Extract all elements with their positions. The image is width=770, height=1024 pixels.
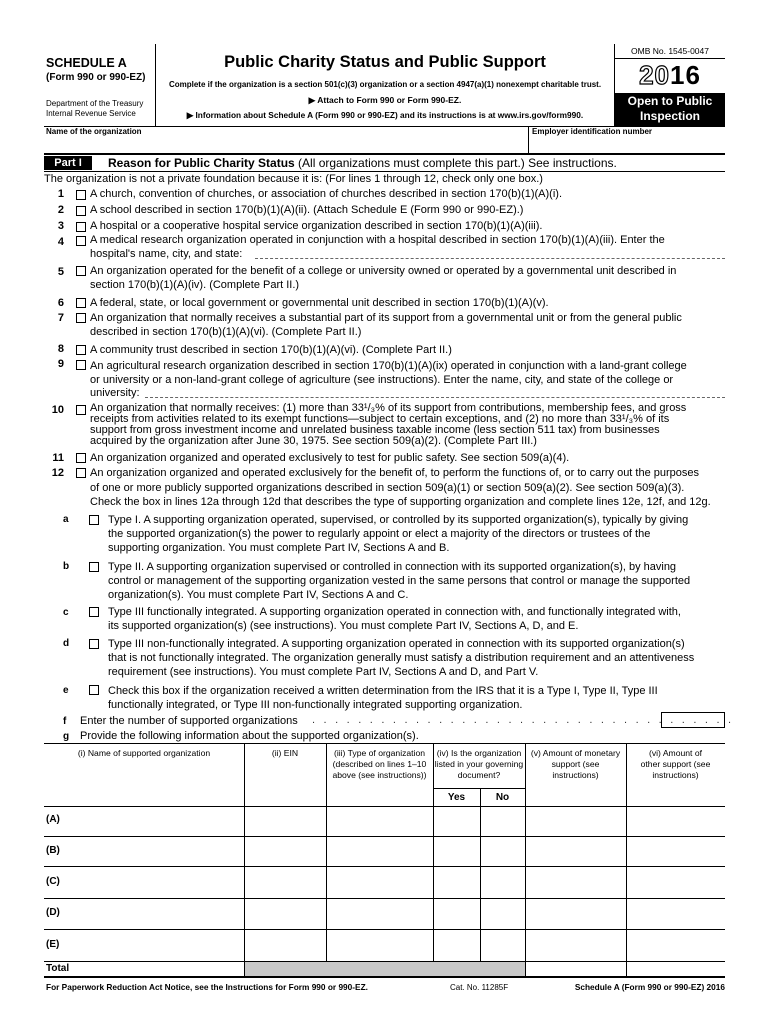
col-header-type (326, 748, 433, 781)
line-7-text: An organization that normally receives a substantial part of its support from a governmental unit or from the general public (90, 312, 682, 324)
line-10-text-2: receipts from activities related to its exempt functions—subject to certain exceptions, and (2) no more than 33¹/₃% of its (90, 413, 670, 425)
part-title-rest: (All organizations must complete this part.) See instructions. (294, 156, 617, 170)
line-number-10: 10 (51, 404, 64, 416)
line-9-text-2: or university or a non-land-grant college of agriculture (see instructions). Enter the name, city, and state of the college or (90, 374, 674, 386)
line-number-3: 3 (57, 220, 64, 232)
footer-cat-number: Cat. No. 11285F (450, 983, 509, 992)
row-rule-a (44, 836, 725, 837)
line-12-text-3: Check the box in lines 12a through 12d that describes the type of supporting organization and complete lines 12e, 12f, and 12g. (90, 496, 711, 508)
line-9-text: An agricultural research organization described in section 170(b)(1)(A)(ix) operated in conjunction with a land-grant college (90, 360, 687, 372)
table-row-label: (C) (46, 876, 60, 887)
line-number-9: 9 (57, 358, 64, 370)
line-12f-letter: f (63, 716, 67, 727)
ein-label: Employer identification number (532, 127, 653, 136)
line-12f-text: Enter the number of supported organizations (80, 715, 298, 727)
form-title: Public Charity Status and Public Support (224, 53, 546, 71)
col-header-yes: Yes (447, 792, 466, 803)
footer-form-id: Schedule A (Form 990 or 990-EZ) 2016 (574, 982, 725, 992)
ein-field[interactable] (531, 137, 723, 152)
total-label: Total (46, 963, 70, 974)
line-12e-letter: e (63, 685, 69, 696)
line-9-text-3: university: (90, 387, 140, 399)
line-3-checkbox[interactable] (76, 222, 86, 232)
col-header-ein: (ii) EIN (271, 748, 299, 758)
schedule-title: SCHEDULE A (46, 56, 127, 70)
line-12a-text-2: the supported organization(s) the power to regularly appoint or elect a majority of the directors or trustees of the (108, 528, 651, 540)
line-5-text: An organization operated for the benefit of a college or university owned or operated by a governmental unit described in (90, 265, 677, 277)
line-6-text: A federal, state, or local government or governmental unit described in section 170(b)(1)(A)(v). (90, 297, 549, 309)
line-1-checkbox[interactable] (76, 190, 86, 200)
col-header-listed-2: listed in your governing (434, 759, 524, 769)
line-12c-text: Type III functionally integrated. A supporting organization operated in connection with, and functionally integrated with, (108, 606, 681, 618)
line-1-text: A church, convention of churches, or association of churches described in section 170(b)(1)(A)(i). (90, 188, 563, 200)
line-number-5: 5 (57, 266, 64, 278)
col-header-other (626, 748, 725, 781)
line-number-8: 8 (57, 343, 64, 355)
line-5-checkbox[interactable] (76, 266, 86, 276)
line-12d-text: Type III non-functionally integrated. A supporting organization operated in connection with its supported organization(s) (108, 638, 685, 650)
line-number-7: 7 (57, 312, 64, 324)
table-row-label: (A) (46, 814, 60, 825)
instruction-line-2: ▶ Attach to Form 990 or Form 990-EZ. (308, 95, 462, 105)
omb-number: OMB No. 1545-0047 (631, 46, 709, 56)
line-2-checkbox[interactable] (76, 206, 86, 216)
tax-year (618, 59, 722, 91)
table-col-divider-yesno (480, 788, 481, 976)
line-number-12: 12 (51, 467, 64, 479)
col-header-type-3: above (see instructions)) (332, 770, 427, 780)
instruction-line-1: Complete if the organization is a section 501(c)(3) organization or a section 4947(a)(1) nonexempt charitable trust. (168, 80, 602, 89)
line-11-text: An organization organized and operated exclusively to test for public safety. See section 509(a)(4). (90, 452, 570, 464)
line-12e-text-2: functionally integrated, or Type III non-functionally integrated supporting organization. (108, 699, 523, 711)
leader-dots: ..................................... (312, 714, 740, 726)
footer-paperwork-notice: For Paperwork Reduction Act Notice, see the Instructions for Form 990 or 990-EZ. (46, 982, 368, 992)
table-bottom-rule (44, 976, 725, 978)
table-col-divider-1 (244, 743, 245, 976)
part-label: Part I (54, 157, 82, 169)
part-title (108, 156, 617, 170)
row-rule-header (44, 806, 725, 807)
line-12-text: An organization organized and operated exclusively for the benefit of, to perform the functions of, or to carry out the purposes (90, 467, 700, 479)
total-shaded-cells (245, 962, 525, 976)
department-line-1: Department of the Treasury (46, 99, 144, 108)
line-4-text: A medical research organization operated in conjunction with a hospital described in section 170(b)(1)(A)(iii). Enter the (90, 234, 665, 246)
instruction-line-3: ▶ Information about Schedule A (Form 990 or 990-EZ) and its instructions is at www.irs.gov/form990. (186, 110, 584, 120)
col-header-other-2: other support (see (640, 759, 711, 769)
part-title-bold: Reason for Public Charity Status (108, 156, 295, 170)
line-3-text: A hospital or a cooperative hospital service organization described in section 170(b)(1)(A)(iii). (90, 220, 543, 232)
col-header-name: (i) Name of supported organization (77, 748, 211, 758)
line-12e-text: Check this box if the organization received a written determination from the IRS that it is a Type I, Type II, Type III (108, 685, 658, 697)
row-rule-c (44, 898, 725, 899)
table-top-rule (44, 743, 725, 744)
yes-no-top-rule (433, 788, 525, 789)
line-12a-text: Type I. A supporting organization operated, supervised, or controlled by its supported organization(s), typically by giving (108, 514, 689, 526)
col-header-other-1: (vi) Amount of (648, 748, 702, 758)
col-header-type-1: (iii) Type of organization (333, 748, 426, 758)
table-row-label: (D) (46, 907, 60, 918)
org-name-label: Name of the organization (46, 127, 142, 136)
line-12b-checkbox[interactable] (89, 562, 99, 572)
hospital-name-field[interactable] (255, 258, 725, 259)
org-name-field[interactable] (46, 137, 526, 152)
line-12a-letter: a (63, 514, 69, 525)
line-12d-text-3: requirement (see instructions). You must complete Part IV, Sections A and D, and Part V. (108, 666, 539, 678)
line-8-checkbox[interactable] (76, 345, 86, 355)
table-row-label: (B) (46, 845, 60, 856)
col-header-monetary-1: (v) Amount of monetary (530, 748, 621, 758)
line-2-text: A school described in section 170(b)(1)(A)(ii). (Attach Schedule E (Form 990 or 990-EZ).) (90, 204, 524, 216)
col-header-listed-3: document? (457, 770, 501, 780)
line-8-text: A community trust described in section 170(b)(1)(A)(vi). (Complete Part II.) (90, 344, 452, 356)
line-12d-letter: d (63, 638, 70, 649)
line-12b-text: Type II. A supporting organization supervised or controlled in connection with its supported organization(s), by having (108, 561, 677, 573)
line-5-text-2: section 170(b)(1)(A)(iv). (Complete Part II.) (90, 279, 300, 291)
line-12c-letter: c (63, 607, 69, 618)
col-header-other-3: instructions) (652, 770, 699, 780)
part-top-rule (44, 153, 725, 155)
line-12-text-2: of one or more publicly supported organizations described in section 509(a)(1) or section 509(a)(2). See section 509(a)(3). (90, 482, 685, 494)
line-12g-letter: g (63, 731, 70, 742)
line-12d-checkbox[interactable] (89, 639, 99, 649)
col-header-monetary-2: support (see (551, 759, 600, 769)
tax-year-suffix: 16 (670, 60, 701, 90)
line-number-2: 2 (57, 204, 64, 216)
inspection-label: Inspection (639, 109, 700, 123)
col-header-monetary-3: instructions) (552, 770, 599, 780)
col-header-listed (433, 748, 525, 781)
table-row-label: (E) (46, 939, 60, 950)
line-12b-text-2: control or management of the supporting organization vested in the same persons that control or manage the supported (108, 575, 691, 587)
header-divider-left (155, 44, 156, 126)
line-12c-checkbox[interactable] (89, 607, 99, 617)
part-intro: The organization is not a private foundation because it is: (For lines 1 through 12, check only one box.) (44, 173, 543, 185)
line-10-checkbox[interactable] (76, 405, 86, 415)
line-4-checkbox[interactable] (76, 236, 86, 246)
line-12-checkbox[interactable] (76, 468, 86, 478)
open-to-public-label: Open to Public (627, 94, 713, 108)
line-12a-checkbox[interactable] (89, 515, 99, 525)
line-11-checkbox[interactable] (76, 453, 86, 463)
line-12a-text-3: supporting organization. You must complete Part IV, Sections A and B. (108, 542, 450, 554)
line-12b-letter: b (63, 561, 70, 572)
line-9-checkbox[interactable] (76, 360, 86, 370)
line-10-text-3: support from gross investment income and unrelated business taxable income (less section 511 tax) from businesses (90, 424, 660, 436)
line-12c-text-2: its supported organization(s) (see instructions). You must complete Part IV, Sections A, D, and E. (108, 620, 579, 632)
col-header-listed-1: (iv) Is the organization (436, 748, 522, 758)
line-number-6: 6 (57, 297, 64, 309)
line-7-text-2: described in section 170(b)(1)(A)(vi). (Complete Part II.) (90, 326, 362, 338)
line-12g-text: Provide the following information about the supported organization(s). (80, 730, 419, 742)
department-line-2: Internal Revenue Service (46, 109, 136, 118)
line-number-11: 11 (52, 452, 64, 464)
line-number-4: 4 (57, 236, 64, 248)
line-12d-text-2: that is not functionally integrated. The organization generally must satisfy a distribution requirement and an attentiveness (108, 652, 695, 664)
college-name-field[interactable] (145, 397, 725, 398)
total-monetary-field[interactable] (527, 962, 625, 976)
line-7-checkbox[interactable] (76, 313, 86, 323)
line-number-1: 1 (57, 188, 64, 200)
row-rule-d (44, 929, 725, 930)
ein-divider (528, 126, 529, 153)
total-other-field[interactable] (628, 962, 724, 976)
line-10-text-4: acquired by the organization after June 30, 1975. See section 509(a)(2). (Complete Part III.) (90, 435, 537, 447)
supported-orgs-count-input[interactable] (661, 712, 725, 728)
line-12e-checkbox[interactable] (89, 685, 99, 695)
col-header-no: No (495, 792, 510, 803)
tax-year-prefix: 20 (639, 60, 670, 90)
col-header-type-2: (described on lines 1–10 (332, 759, 427, 769)
line-12b-text-3: organization(s). You must complete Part IV, Sections A and C. (108, 589, 409, 601)
col-header-monetary (525, 748, 626, 781)
form-reference: (Form 990 or 990-EZ) (46, 72, 146, 83)
line-6-checkbox[interactable] (76, 298, 86, 308)
line-10-text: An organization that normally receives: (1) more than 33¹/₃% of its support from contributions, membership fees, and gross (90, 402, 687, 414)
row-rule-b (44, 866, 725, 867)
line-4-text-2: hospital's name, city, and state: (90, 248, 243, 260)
